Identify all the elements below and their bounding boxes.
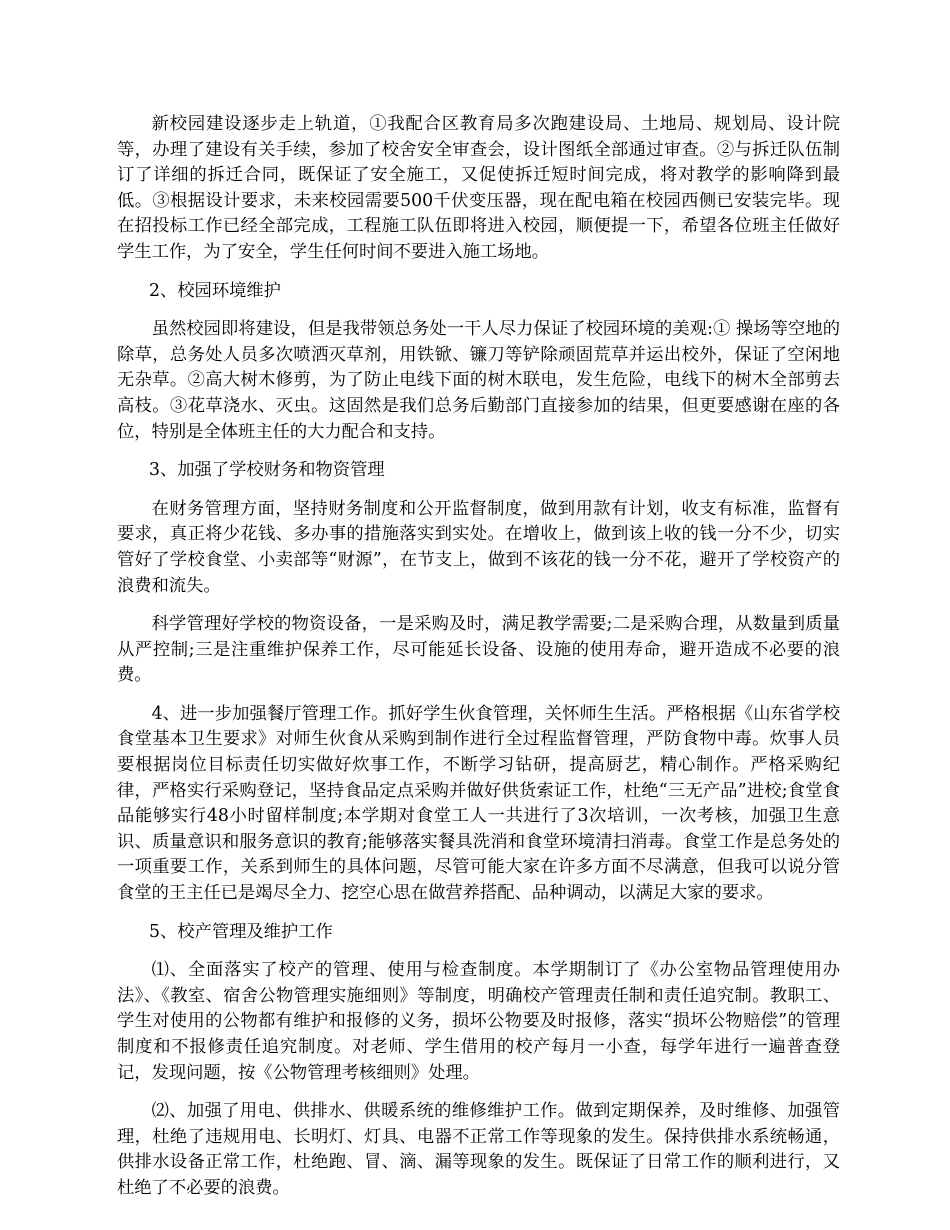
paragraph-campus-construction: 新校园建设逐步走上轨道，①我配合区教育局多次跑建设局、土地局、规划局、设计院等，办理了建设有关手续，参加了校舍安全审查会，设计图纸全部通过审查。②与拆迁队伍制订了详细的拆迁合同，既保证了安全施工，又促使拆迁短时间完成，将对教学的影响降到最低。③根据设计要求，未来校园需要500千伏变压器，现在配电箱在校园西侧已安装完毕。现在招投标工作已经全部完成，工程施工队伍即将进入校园，顺便提一下，希望各位班主任做好学生工作，为了安全，学生任何时间不要进入施工场地。 bbox=[117, 114, 840, 262]
section-heading-finance: 3、加强了学校财务和物资管理 bbox=[149, 460, 385, 481]
section-heading-property: 5、校产管理及维护工作 bbox=[149, 921, 333, 942]
paragraph-maintenance: ⑵、加强了用电、供排水、供暖系统的维修维护工作。做到定期保养，及时维修、加强管理，杜绝了违规用电、长明灯、灯具、电器不正常工作等现象的发生。保持供排水系统畅通，供排水设备正常工作，杜绝跑、冒、滴、漏等现象的发生。既保证了日常工作的顺利进行，又杜绝了不必要的浪费。 bbox=[117, 1101, 840, 1198]
paragraph-environment: 虽然校园即将建设，但是我带领总务处一干人尽力保证了校园环境的美观:① 操场等空地的除草，总务处人员多次喷洒灭草剂，用铁锨、镰刀等铲除顽固荒草并运出校外，保证了空闲地无杂草。②高大树木修剪，为了防止电线下面的树木联电，发生危险，电线下的树木全部剪去高枝。③花草浇水、灭虫。这固然是我们总务后勤部门直接参加的结果，但更要感谢在座的各位，特别是全体班主任的大力配合和支持。 bbox=[117, 319, 840, 442]
paragraph-materials: 科学管理好学校的物资设备，一是采购及时，满足教学需要;二是采购合理，从数量到质量从严控制;三是注重维护保养工作，尽可能延长设备、设施的使用寿命，避开造成不必要的浪费。 bbox=[117, 614, 840, 686]
paragraph-finance: 在财务管理方面，坚持财务制度和公开监督制度，做到用款有计划，收支有标准，监督有要求，真正将少花钱、多办事的措施落实到实处。在增收上，做到该上收的钱一分不少，切实管好了学校食堂、小卖部等“财源”，在节支上，做到不该花的钱一分不花，避开了学校资产的浪费和流失。 bbox=[117, 498, 840, 596]
paragraph-canteen: 4、进一步加强餐厅管理工作。抓好学生伙食管理，关怀师生生活。严格根据《山东省学校食堂基本卫生要求》对师生伙食从采购到制作进行全过程监督管理，严防食物中毒。炊事人员要根据岗位目标责任切实做好炊事工作，不断学习钻研，提高厨艺，精心制作。严格采购纪律，严格实行采购登记，坚持食品定点采购并做好供货索证工作，杜绝“三无产品”进校;食堂食品能够实行48小时留样制度;本学期对食堂工人一共进行了3次培训，一次考核，加强卫生意识、质量意识和服务意识的教育;能够落实餐具洗消和食堂环境清扫消毒。食堂工作是总务处的一项重要工作，关系到师生的具体问题，尽管可能大家在许多方面不尽满意，但我可以说分管食堂的王主任已是竭尽全力、挖空心思在做营养搭配、品种调动，以满足大家的要求。 bbox=[117, 703, 840, 904]
paragraph-property-management: ⑴、全面落实了校产的管理、使用与检查制度。本学期制订了《办公室物品管理使用办法》、《教室、宿舍公物管理实施细则》等制度，明确校产管理责任制和责任追究制。教职工、学生对使用的公物都有维护和报修的义务，损坏公物要及时报修，落实“损坏公物赔偿”的管理制度和不报修责任追究制度。对老师、学生借用的校产每月一小查，每学年进行一遍普查登记，发现问题，按《公物管理考核细则》处理。 bbox=[117, 960, 840, 1083]
section-heading-environment: 2、校园环境维护 bbox=[149, 280, 281, 301]
